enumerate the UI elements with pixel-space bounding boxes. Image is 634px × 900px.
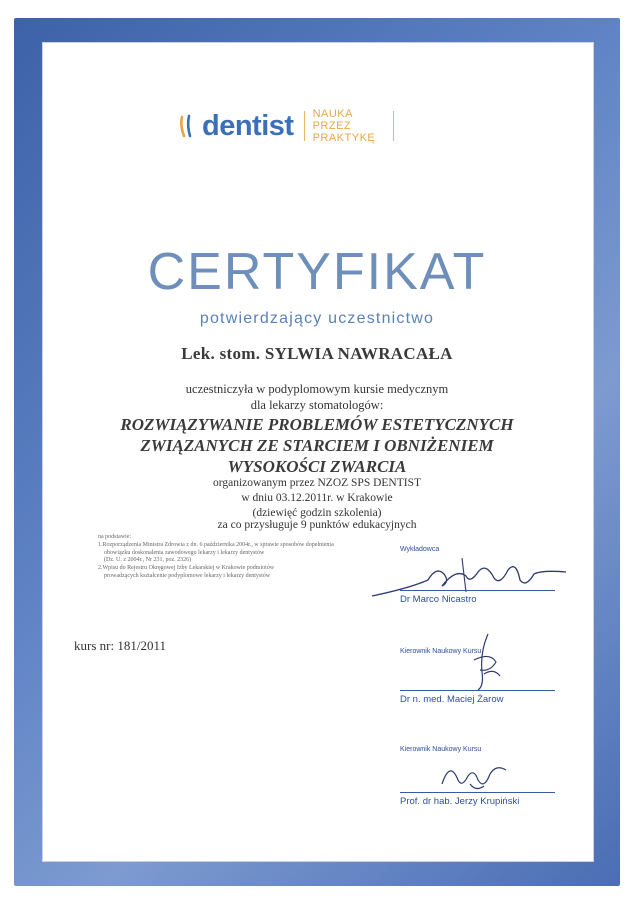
signature-line <box>400 690 555 691</box>
intro-line-2: dla lekarzy stomatologów: <box>250 398 384 412</box>
signature-block-lecturer <box>400 546 560 608</box>
certificate-title: CERTYFIKAT <box>147 243 487 301</box>
signature-role: Wykładowca <box>400 546 440 553</box>
logo-divider <box>304 111 305 141</box>
legal-line: 1.Rozporządzenia Ministra Zdrowia z dn. 6 października 2004r., w sprawie sposobów dopełnienia <box>98 541 334 548</box>
course-title-line-2: ZWIĄZANYCH ZE STARCIEM I OBNIŻENIEM <box>140 436 494 455</box>
legal-line: (Dz. U. z 2004r., Nr 231, poz. 2326) <box>104 557 192 564</box>
logo-divider-end <box>393 111 394 141</box>
logo-tagline-line1: NAUKA PRZEZ <box>312 108 353 132</box>
signature-name: Dr Marco Nicastro <box>400 594 477 605</box>
legal-basis <box>98 534 383 581</box>
signature-scribble-icon <box>440 754 510 794</box>
course-number: kurs nr: 181/2011 <box>74 638 166 653</box>
signature-name: Prof. dr hab. Jerzy Krupiński <box>400 796 520 807</box>
legal-line: prowadzących kształcenie podyplomowe lekarzy i lekarzy dentystów <box>104 572 271 579</box>
course-title-line-1: ROZWIĄZYWANIE PROBLEMÓW ESTETYCZNYCH <box>120 415 514 434</box>
organizer-line: organizowanym przez NZOZ SPS DENTIST <box>212 477 422 489</box>
certificate-subtitle: potwierdzający uczestnictwo <box>199 310 435 327</box>
signature-scribble-icon <box>460 632 510 692</box>
date-place-line: w dniu 03.12.2011r. w Krakowie <box>241 492 393 504</box>
course-title-line-3: WYSOKOŚCI ZWARCIA <box>227 457 407 476</box>
logo-tagline <box>313 108 393 144</box>
recipient-name: Lek. stom. SYLWIA NAWRACAŁA <box>181 344 453 363</box>
signature-line <box>400 792 555 793</box>
legal-line: na podstawie: <box>98 534 132 540</box>
tooth-icon <box>178 114 200 138</box>
signature-role: Kierownik Naukowy Kursu <box>400 648 482 655</box>
signature-line <box>400 590 555 591</box>
hours-line: (dziewięć godzin szkolenia) <box>252 507 382 519</box>
legal-line: obowiązku doskonalenia zawodowego lekarzy i lekarzy dentystów <box>104 549 265 556</box>
logo-wordmark: dentist <box>202 110 294 142</box>
signature-role: Kierownik Naukowy Kursu <box>400 746 482 753</box>
dentist-logo <box>178 110 394 142</box>
logo-tagline-line2: PRAKTYKĘ <box>312 132 376 144</box>
intro-line-1: uczestniczyła w podyplomowym kursie medycznym <box>185 382 449 396</box>
signature-block-director-1 <box>400 648 560 710</box>
signature-block-director-2 <box>400 746 560 812</box>
signature-name: Dr n. med. Maciej Żarow <box>400 694 504 705</box>
points-line: za co przysługuje 9 punktów edukacyjnych <box>217 519 417 531</box>
legal-line: 2.Wpisu do Rejestru Okręgowej Izby Lekarskiej w Krakowie podmiotów <box>98 565 275 572</box>
